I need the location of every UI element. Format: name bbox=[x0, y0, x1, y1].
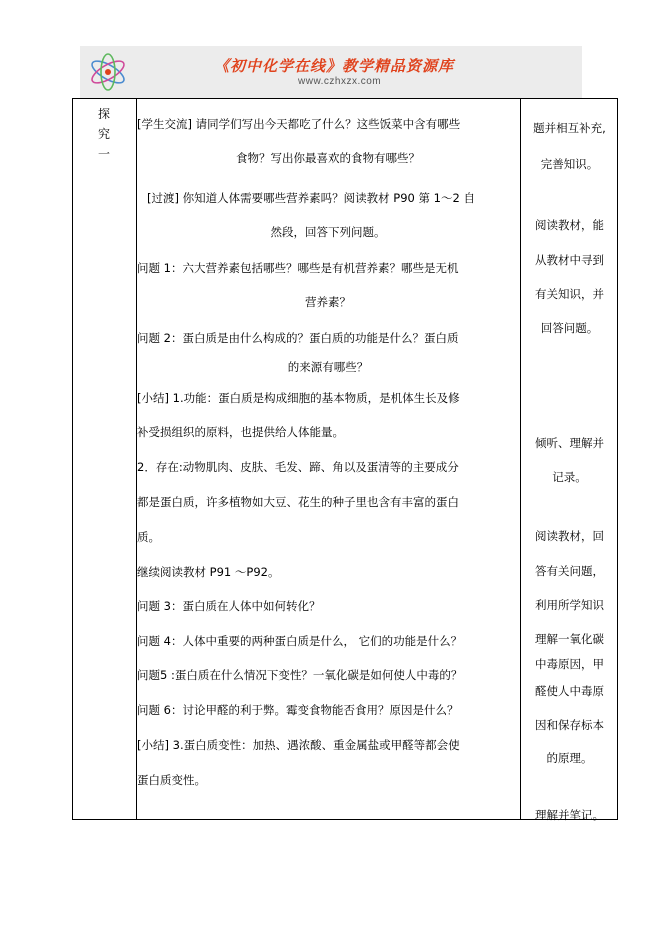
site-url[interactable]: www.czhxzx.com bbox=[298, 76, 382, 87]
content-line: [学生交流] 请同学们写出今天都吃了什么？这些饭菜中含有哪些 bbox=[137, 116, 461, 131]
content-line: 问题5 :蛋白质在什么情况下变性？一氧化碳是如何使人中毒的？ bbox=[137, 667, 463, 682]
activity-line: 倾听、理解并 bbox=[535, 435, 604, 450]
content-line: [过渡] 你知道人体需要哪些营养素吗？阅读教材 P90 第 1～2 自 bbox=[147, 190, 475, 205]
content-line: 问题 2：蛋白质是由什么构成的？蛋白质的功能是什么？蛋白质 bbox=[137, 330, 459, 345]
activity-line: 理解并笔记。 bbox=[535, 807, 604, 822]
section-label-char: 一 bbox=[97, 147, 110, 161]
content-line: 的来源有哪些？ bbox=[287, 359, 369, 374]
activity-line: 有关知识，并 bbox=[535, 286, 604, 301]
activity-line: 因和保存标本 bbox=[535, 717, 604, 732]
content-line: 蛋白质变性。 bbox=[137, 772, 206, 787]
content-line: 2．存在:动物肌肉、皮肤、毛发、蹄、角以及蛋清等的主要成分 bbox=[137, 459, 459, 474]
header-banner bbox=[80, 46, 582, 98]
content-line: 都是蛋白质，许多植物如大豆、花生的种子里也含有丰富的蛋白 bbox=[137, 494, 459, 509]
section-label-char: 探 bbox=[97, 107, 110, 121]
activity-line: 答有关问题， bbox=[535, 563, 604, 578]
content-line: 问题 1：六大营养素包括哪些？哪些是有机营养素？哪些是无机 bbox=[137, 260, 459, 275]
content-line: 质。 bbox=[137, 529, 160, 544]
activity-line: 利用所学知识 bbox=[535, 597, 604, 612]
content-line: 问题 3：蛋白质在人体中如何转化？ bbox=[137, 598, 321, 613]
content-line: 食物？写出你最喜欢的食物有哪些？ bbox=[236, 150, 420, 165]
activity-line: 阅读教材，能 bbox=[535, 217, 604, 232]
activity-line: 中毒原因，甲 bbox=[535, 656, 604, 671]
atom-logo-icon bbox=[86, 50, 130, 94]
section-label-char: 究 bbox=[97, 127, 110, 141]
content-line: 然段，回答下列问题。 bbox=[270, 224, 386, 239]
section-label bbox=[72, 98, 136, 164]
activity-line: 阅读教材，回 bbox=[535, 528, 604, 543]
activity-line: 记录。 bbox=[552, 469, 587, 484]
activity-line: 的原理。 bbox=[546, 750, 593, 765]
content-line: 问题 4：人体中重要的两种蛋白质是什么， 它们的功能是什么？ bbox=[137, 633, 463, 648]
activity-line: 理解一氧化碳 bbox=[535, 631, 604, 646]
activity-line: 醛使人中毒原 bbox=[535, 683, 604, 698]
activity-line: 从教材中寻到 bbox=[535, 252, 604, 267]
brand-title: 《初中化学在线》教学精品资源库 bbox=[214, 57, 455, 75]
content-line: [小结] 3.蛋白质变性：加热、遇浓酸、重金属盐或甲醛等都会使 bbox=[137, 737, 460, 752]
content-line: 继续阅读教材 P91 ～P92。 bbox=[137, 564, 280, 579]
activity-line: 完善知识。 bbox=[540, 156, 599, 171]
activity-line: 题并相互补充, bbox=[533, 120, 606, 135]
content-line: 补受损组织的原料，也提供给人体能量。 bbox=[137, 424, 344, 439]
content-line: 问题 6：讨论甲醛的利于弊。霉变食物能否食用？原因是什么？ bbox=[137, 702, 459, 717]
content-line: 营养素？ bbox=[305, 294, 351, 309]
activity-line: 回答问题。 bbox=[540, 320, 599, 335]
content-line: [小结] 1.功能：蛋白质是构成细胞的基本物质，是机体生长及修 bbox=[137, 390, 460, 405]
